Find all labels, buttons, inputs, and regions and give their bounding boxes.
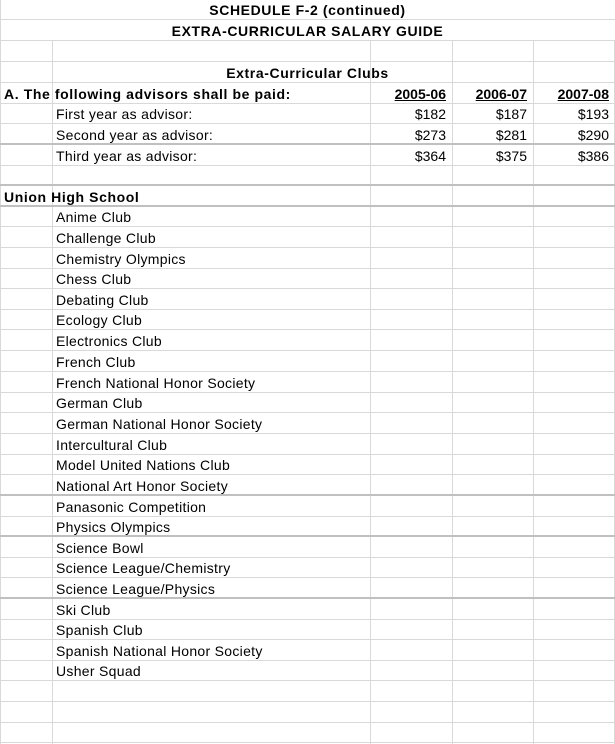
section-title-row (0, 63, 615, 83)
club-row (0, 352, 615, 372)
year-header: 2006-07 (475, 86, 527, 102)
club-row (0, 269, 615, 289)
club-name: German Club (56, 395, 143, 411)
club-name: Electronics Club (56, 333, 162, 349)
club-name: Model United Nations Club (56, 457, 231, 473)
schedule-title: SCHEDULE F-2 (continued) (209, 2, 406, 18)
club-row (0, 620, 615, 640)
pay-heading-row (0, 84, 615, 104)
subtitle-row (0, 21, 615, 41)
school-row (0, 187, 615, 207)
club-name: French Club (56, 354, 136, 370)
club-name: Physics Olympics (56, 519, 171, 535)
club-row (0, 435, 615, 455)
blank-row (0, 42, 615, 62)
title-row (0, 0, 615, 20)
pay-row (0, 104, 615, 124)
blank-row (0, 682, 615, 702)
pay-value: $386 (577, 148, 609, 164)
blank-row (0, 166, 615, 186)
year-header: 2005-06 (394, 86, 446, 102)
club-row (0, 538, 615, 558)
club-name: Ecology Club (56, 312, 143, 328)
pay-row-label: Third year as advisor: (56, 148, 198, 164)
pay-value: $281 (495, 127, 527, 143)
club-name: Science League/Chemistry (56, 560, 231, 576)
pay-row-label: Second year as advisor: (56, 127, 214, 143)
club-row (0, 373, 615, 393)
club-row (0, 455, 615, 475)
pay-row (0, 146, 615, 166)
club-name: Spanish Club (56, 622, 143, 638)
blank-row (0, 703, 615, 723)
pay-value: $290 (577, 127, 609, 143)
club-row (0, 207, 615, 227)
club-name: Science Bowl (56, 540, 144, 556)
club-row (0, 331, 615, 351)
pay-value: $364 (414, 148, 446, 164)
club-name: French National Honor Society (56, 375, 256, 391)
club-row (0, 310, 615, 330)
club-row (0, 290, 615, 310)
club-name: German National Honor Society (56, 416, 263, 432)
club-row (0, 600, 615, 620)
pay-row (0, 125, 615, 145)
club-name: Science League/Physics (56, 581, 216, 597)
pay-heading: A. The following advisors shall be paid: (4, 86, 291, 102)
club-name: Anime Club (56, 209, 132, 225)
club-row (0, 476, 615, 496)
club-name: Spanish National Honor Society (56, 643, 263, 659)
club-row (0, 661, 615, 681)
pay-value: $187 (495, 106, 527, 122)
pay-value: $193 (577, 106, 609, 122)
pay-value: $182 (414, 106, 446, 122)
club-row (0, 393, 615, 413)
club-row (0, 517, 615, 537)
club-row (0, 497, 615, 517)
club-name: Usher Squad (56, 663, 142, 679)
year-header: 2007-08 (557, 86, 609, 102)
pay-value: $273 (414, 127, 446, 143)
blank-row (0, 723, 615, 743)
club-row (0, 579, 615, 599)
pay-value: $375 (495, 148, 527, 164)
club-name: Chess Club (56, 271, 132, 287)
school-name: Union High School (4, 189, 140, 205)
club-name: Panasonic Competition (56, 499, 207, 515)
pay-row-label: First year as advisor: (56, 106, 193, 122)
schedule-subtitle: EXTRA-CURRICULAR SALARY GUIDE (171, 23, 444, 39)
club-row (0, 558, 615, 578)
club-name: National Art Honor Society (56, 478, 228, 494)
club-name: Chemistry Olympics (56, 251, 186, 267)
club-name: Challenge Club (56, 230, 156, 246)
club-name: Intercultural Club (56, 437, 168, 453)
club-row (0, 641, 615, 661)
section-title: Extra-Curricular Clubs (226, 65, 389, 81)
club-name: Ski Club (56, 602, 111, 618)
club-name: Debating Club (56, 292, 149, 308)
club-row (0, 228, 615, 248)
club-row (0, 249, 615, 269)
club-row (0, 414, 615, 434)
